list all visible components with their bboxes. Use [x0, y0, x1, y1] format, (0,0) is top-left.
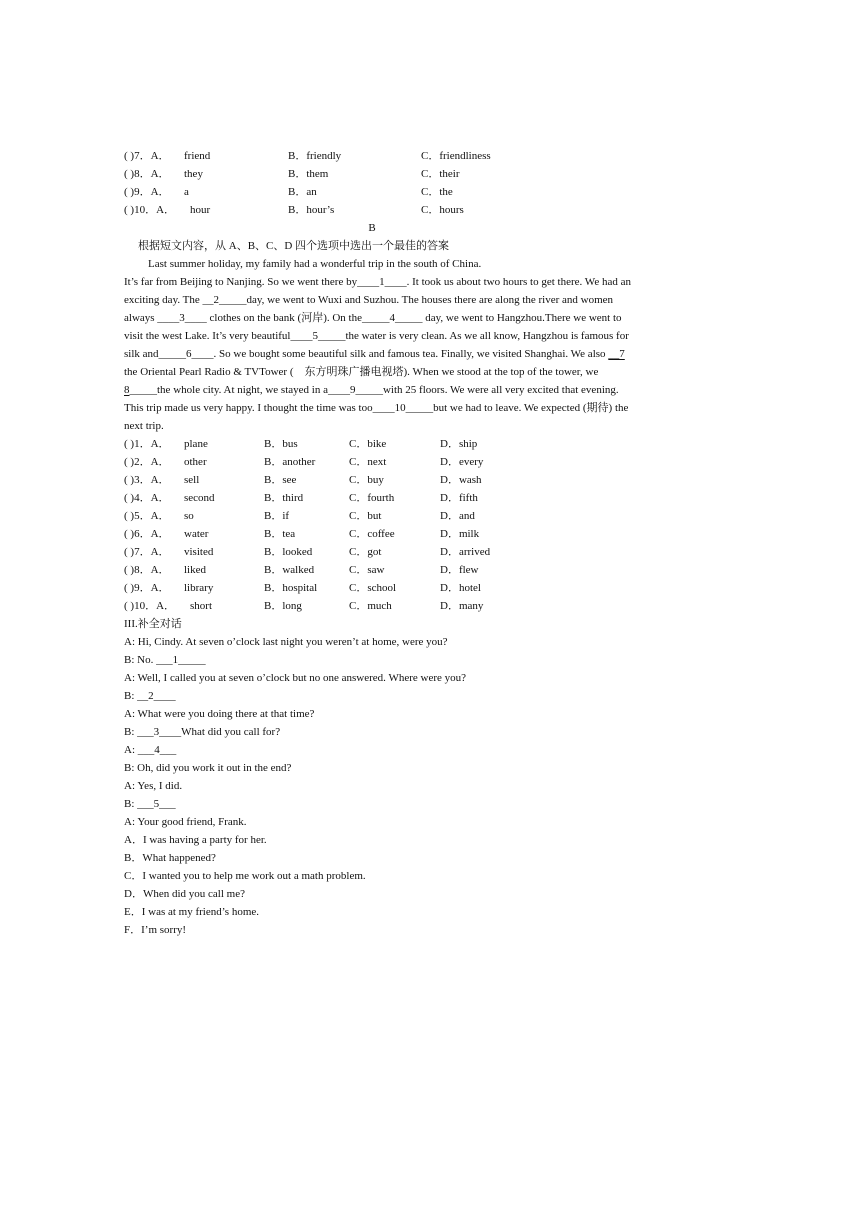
- option-b: B．if: [264, 510, 290, 522]
- passage-line: the Oriental Pearl Radio & TVTower ( 东方明珠广播电视塔). When we stood at the top of the tower, we: [124, 366, 599, 378]
- option-d: D．milk: [440, 528, 480, 540]
- dialogue-line: A: What were you doing there at that time?: [124, 708, 315, 720]
- option-c: C．got: [349, 546, 382, 558]
- passage-line: This trip made us very happy. I thought the time was too____10_____but we had to leave. We expected (期待) the: [124, 402, 629, 414]
- question-number: ( )5．A．: [124, 510, 170, 522]
- option-c: C．much: [349, 600, 392, 612]
- question-number: ( )10．A．: [124, 600, 176, 612]
- option-d: D．fifth: [440, 492, 478, 504]
- option-b: B．long: [264, 600, 302, 612]
- dialogue-line: B: ___5___: [124, 798, 176, 810]
- option-b: B．third: [264, 492, 304, 504]
- passage-line: exciting day. The __2_____day, we went to Wuxi and Suzhou. The houses there are along the river and women: [124, 294, 614, 306]
- dialogue-line: B: Oh, did you work it out in the end?: [124, 762, 292, 774]
- option-c: C．their: [421, 168, 460, 180]
- blank-1: ____1____: [357, 276, 407, 288]
- option-b: B．them: [288, 168, 329, 180]
- option-c: C．friendliness: [421, 150, 491, 162]
- option-d: D．flew: [440, 564, 479, 576]
- blank-2: __2_____: [202, 294, 247, 306]
- dialogue-line: B: ___3____What did you call for?: [124, 726, 281, 738]
- dialogue-option: A．I was having a party for her.: [124, 834, 267, 846]
- section-b-heading: B: [368, 222, 376, 234]
- option-a: short: [190, 600, 212, 612]
- option-a: other: [184, 456, 207, 468]
- option-b: B．hour’s: [288, 204, 335, 216]
- blank-6: _____6____: [158, 348, 214, 360]
- option-b: B．walked: [264, 564, 315, 576]
- blank-3: ____3____: [157, 312, 207, 324]
- blank-4: _____4_____: [361, 312, 423, 324]
- option-b: B．looked: [264, 546, 313, 558]
- blank-5: ____5_____: [290, 330, 346, 342]
- option-c: C．coffee: [349, 528, 395, 540]
- option-c: C．but: [349, 510, 382, 522]
- passage-line: It’s far from Beijing to Nanjing. So we went there by____1____. It took us about two hours to get there. We had an: [124, 276, 631, 288]
- dialogue-option: E．I was at my friend’s home.: [124, 906, 260, 918]
- option-c: C．next: [349, 456, 387, 468]
- option-a: sell: [184, 474, 200, 486]
- dialogue-line: A: ___4___: [124, 744, 177, 756]
- passage-line: Last summer holiday, my family had a wonderful trip in the south of China.: [148, 258, 482, 270]
- question-number: ( )10．A．: [124, 204, 176, 216]
- option-d: D．and: [440, 510, 475, 522]
- question-number: ( )6．A．: [124, 528, 170, 540]
- dialogue-line: B: __2____: [124, 690, 176, 702]
- question-number: ( )8．A．: [124, 564, 170, 576]
- dialogue-line: A: Yes, I did.: [124, 780, 183, 792]
- option-b: B．tea: [264, 528, 296, 540]
- option-c: C．buy: [349, 474, 384, 486]
- option-c: C．saw: [349, 564, 385, 576]
- option-c: C．hours: [421, 204, 464, 216]
- dialogue-line: B: No. ___1_____: [124, 654, 206, 666]
- blank-7-cont: 8: [124, 384, 130, 396]
- dialogue-option: B．What happened?: [124, 852, 216, 864]
- passage-line: always ____3____ clothes on the bank (河岸). On the_____4_____ day, we went to Hangzhou.There we went to: [124, 312, 622, 324]
- option-d: D．arrived: [440, 546, 491, 558]
- dialogue-line: A: Your good friend, Frank.: [124, 816, 247, 828]
- blank-9: ____9_____: [327, 384, 383, 396]
- passage-line: next trip.: [124, 420, 164, 432]
- option-a: they: [184, 168, 203, 180]
- blank-8: _____: [129, 384, 157, 396]
- question-number: ( )2．A．: [124, 456, 170, 468]
- option-d: D．wash: [440, 474, 482, 486]
- dialogue-option: C．I wanted you to help me work out a math problem.: [124, 870, 366, 882]
- dialogue-option: D．When did you call me?: [124, 888, 245, 900]
- blank-10: ____10_____: [372, 402, 434, 414]
- question-number: ( )7．A．: [124, 546, 170, 558]
- option-b: B．an: [288, 186, 317, 198]
- option-a: hour: [190, 204, 211, 216]
- option-d: D．ship: [440, 438, 478, 450]
- question-number: ( )9．A．: [124, 582, 170, 594]
- question-number: ( )4．A．: [124, 492, 170, 504]
- option-b: B．another: [264, 456, 316, 468]
- question-number: ( )7．A．: [124, 150, 170, 162]
- option-a: library: [184, 582, 214, 594]
- option-c: C．school: [349, 582, 397, 594]
- section-iii-heading: III.补全对话: [124, 618, 182, 630]
- dialogue-line: A: Hi, Cindy. At seven o’clock last night you weren’t at home, were you?: [124, 636, 448, 648]
- question-number: ( )1．A．: [124, 438, 170, 450]
- option-d: D．hotel: [440, 582, 481, 594]
- option-d: D．many: [440, 600, 484, 612]
- question-number: ( )3．A．: [124, 474, 170, 486]
- option-b: B．hospital: [264, 582, 318, 594]
- option-a: second: [184, 492, 215, 504]
- option-b: B．friendly: [288, 150, 342, 162]
- option-c: C．the: [421, 186, 453, 198]
- passage-line: silk and_____6____. So we bought some beautiful silk and famous tea. Finally, we visited Shanghai. We also __7: [124, 348, 625, 360]
- option-a: so: [184, 510, 194, 522]
- option-b: B．bus: [264, 438, 298, 450]
- option-c: C．bike: [349, 438, 387, 450]
- question-number: ( )9．A．: [124, 186, 170, 198]
- option-b: B．see: [264, 474, 297, 486]
- option-a: plane: [184, 438, 208, 450]
- question-number: ( )8．A．: [124, 168, 170, 180]
- blank-7: __7: [608, 348, 625, 360]
- option-a: friend: [184, 150, 211, 162]
- option-a: visited: [184, 546, 214, 558]
- section-b-instruction: 根据短文内容，从 A、B、C、D 四个选项中选出一个最佳的答案: [138, 240, 450, 252]
- dialogue-line: A: Well, I called you at seven o’clock but no one answered. Where were you?: [124, 672, 467, 684]
- option-a: liked: [184, 564, 206, 576]
- option-d: D．every: [440, 456, 484, 468]
- passage-line: 8_____the whole city. At night, we stayed in a____9_____with 25 floors. We were all very excited that evening.: [124, 384, 619, 396]
- option-a: water: [184, 528, 209, 540]
- passage-line: visit the west Lake. It’s very beautiful____5_____the water is very clean. As we all know, Hangzhou is famous for: [124, 330, 629, 342]
- option-a: a: [184, 186, 189, 198]
- dialogue-option: F．I’m sorry!: [124, 924, 187, 936]
- option-c: C．fourth: [349, 492, 395, 504]
